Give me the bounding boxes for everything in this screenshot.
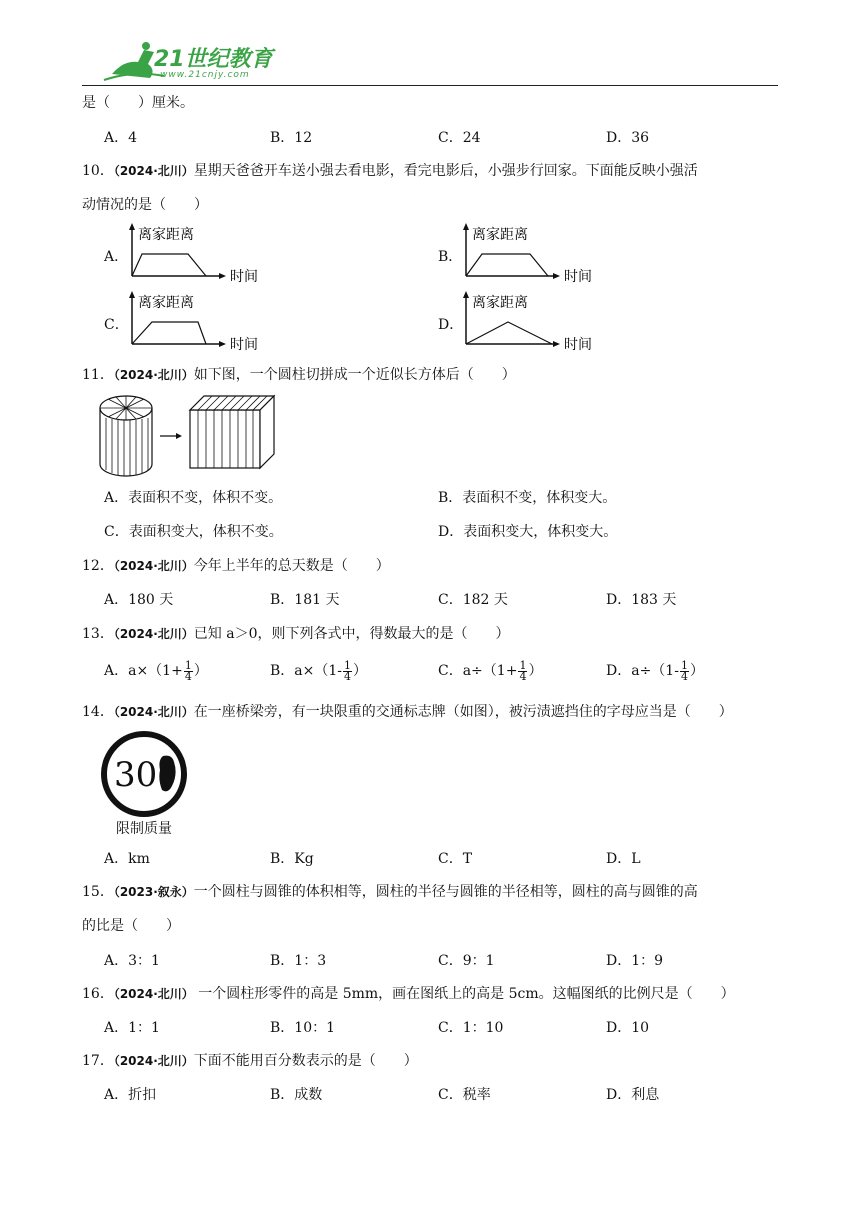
- q9-tail: 是（ ）厘米。: [82, 95, 194, 111]
- q17-option-c[interactable]: C．税率: [438, 1087, 491, 1103]
- q17-option-d[interactable]: D．利息: [606, 1087, 660, 1103]
- q14-option-a[interactable]: A．km: [104, 851, 150, 867]
- q10-graph-d-xlabel: 时间: [564, 337, 592, 353]
- q15-option-c[interactable]: C．9：1: [438, 953, 495, 969]
- q12-option-c[interactable]: C．182 天: [438, 592, 508, 608]
- q17-stem: 17．（2024·北川）下面不能用百分数表示的是（ ）: [82, 1053, 418, 1069]
- q10-graph-b-xlabel: 时间: [564, 269, 592, 285]
- q13-option-d[interactable]: D．a÷（1- $\frac{1}{4}$ ）: [606, 658, 704, 683]
- q11-option-d[interactable]: D．表面积变大，体积变大。: [438, 524, 618, 540]
- q10-graph-c-ylabel: 离家距离: [138, 295, 194, 311]
- q10-option-c[interactable]: C．: [104, 317, 129, 333]
- q11-option-b[interactable]: B．表面积不变，体积变大。: [438, 490, 617, 506]
- weight-limit-sign: [100, 730, 190, 820]
- q9-option-d[interactable]: D．36: [606, 130, 650, 146]
- q10-option-d[interactable]: D．: [438, 317, 464, 333]
- q14-option-c[interactable]: C．T: [438, 851, 473, 867]
- q13-option-a[interactable]: A．a×（1+ $\frac{1}{4}$ ）: [104, 658, 208, 683]
- q16-option-b[interactable]: B．10：1: [270, 1020, 336, 1036]
- q16-option-d[interactable]: D．10: [606, 1020, 650, 1036]
- sign-number: 30: [114, 755, 158, 795]
- q12-option-b[interactable]: B．181 天: [270, 592, 340, 608]
- q13-option-b[interactable]: B．a×（1- $\frac{1}{4}$ ）: [270, 658, 368, 683]
- q10-graph-a: [126, 222, 276, 284]
- q15-option-a[interactable]: A．3：1: [104, 953, 160, 969]
- q12-option-a[interactable]: A．180 天: [104, 592, 174, 608]
- q16-option-c[interactable]: C．1：10: [438, 1020, 504, 1036]
- q10-graph-d: [460, 290, 610, 352]
- fraction: $\frac{1}{4}$: [184, 658, 192, 683]
- q12-option-d[interactable]: D．183 天: [606, 592, 677, 608]
- q10-graph-b-ylabel: 离家距离: [472, 227, 528, 243]
- q14-option-b[interactable]: B．Kg: [270, 851, 314, 867]
- fraction: $\frac{1}{4}$: [344, 658, 352, 683]
- q10-graph-b: [460, 222, 610, 284]
- q11-option-c[interactable]: C．表面积变大，体积不变。: [104, 524, 283, 540]
- logo-url: www.21cnjy.com: [160, 70, 250, 80]
- q9-option-b[interactable]: B．12: [270, 130, 313, 146]
- site-logo: [104, 40, 274, 84]
- q16-stem: 16．（2024·北川） 一个圆柱形零件的高是 5mm，画在图纸上的高是 5cm。这幅图纸的比例尺是（ ）: [82, 986, 735, 1002]
- q15-option-b[interactable]: B．1：3: [270, 953, 327, 969]
- q10-option-b[interactable]: B．: [438, 249, 463, 265]
- q14-stem: 14．（2024·北川）在一座桥梁旁，有一块限重的交通标志牌（如图），被污渍遮挡住的字母应当是（ ）: [82, 704, 733, 720]
- q16-option-a[interactable]: A．1：1: [104, 1020, 160, 1036]
- fraction: $\frac{1}{4}$: [680, 658, 688, 683]
- sign-caption: 限制质量: [116, 821, 172, 837]
- q13-option-c[interactable]: C．a÷（1+ $\frac{1}{4}$ ）: [438, 658, 543, 683]
- q13-stem: 13．（2024·北川）已知 a＞0，则下列各式中，得数最大的是（ ）: [82, 626, 510, 642]
- q11-option-a[interactable]: A．表面积不变，体积不变。: [104, 490, 283, 506]
- q10-stem-cont: 动情况的是（ ）: [82, 197, 208, 213]
- q14-option-d[interactable]: D．L: [606, 851, 641, 867]
- logo-text: 21世纪教育: [154, 47, 273, 72]
- fraction: $\frac{1}{4}$: [519, 658, 527, 683]
- q11-cylinder-figure: [98, 392, 288, 476]
- q17-option-b[interactable]: B．成数: [270, 1087, 323, 1103]
- q10-graph-c-xlabel: 时间: [230, 337, 258, 353]
- q11-stem: 11．（2024·北川）如下图，一个圆柱切拼成一个近似长方体后（ ）: [82, 367, 516, 383]
- q10-graph-a-ylabel: 离家距离: [138, 227, 194, 243]
- q9-option-a[interactable]: A．4: [104, 130, 138, 146]
- q10-option-a[interactable]: A．: [104, 249, 129, 265]
- q15-option-d[interactable]: D．1：9: [606, 953, 664, 969]
- q10-graph-d-ylabel: 离家距离: [472, 295, 528, 311]
- q9-option-c[interactable]: C．24: [438, 130, 481, 146]
- q17-option-a[interactable]: A．折扣: [104, 1087, 157, 1103]
- q12-stem: 12．（2024·北川）今年上半年的总天数是（ ）: [82, 558, 390, 574]
- q10-stem: 10．（2024·北川）星期天爸爸开车送小强去看电影，看完电影后，小强步行回家。下面能反映小强活: [82, 163, 698, 179]
- q10-graph-a-xlabel: 时间: [230, 269, 258, 285]
- q15-stem: 15．（2023·叙永）一个圆柱与圆锥的体积相等，圆柱的半径与圆锥的半径相等，圆柱的高与圆锥的高: [82, 884, 698, 900]
- q15-stem-cont: 的比是（ ）: [82, 918, 180, 934]
- q10-graph-c: [126, 290, 276, 352]
- header-divider: [82, 85, 778, 86]
